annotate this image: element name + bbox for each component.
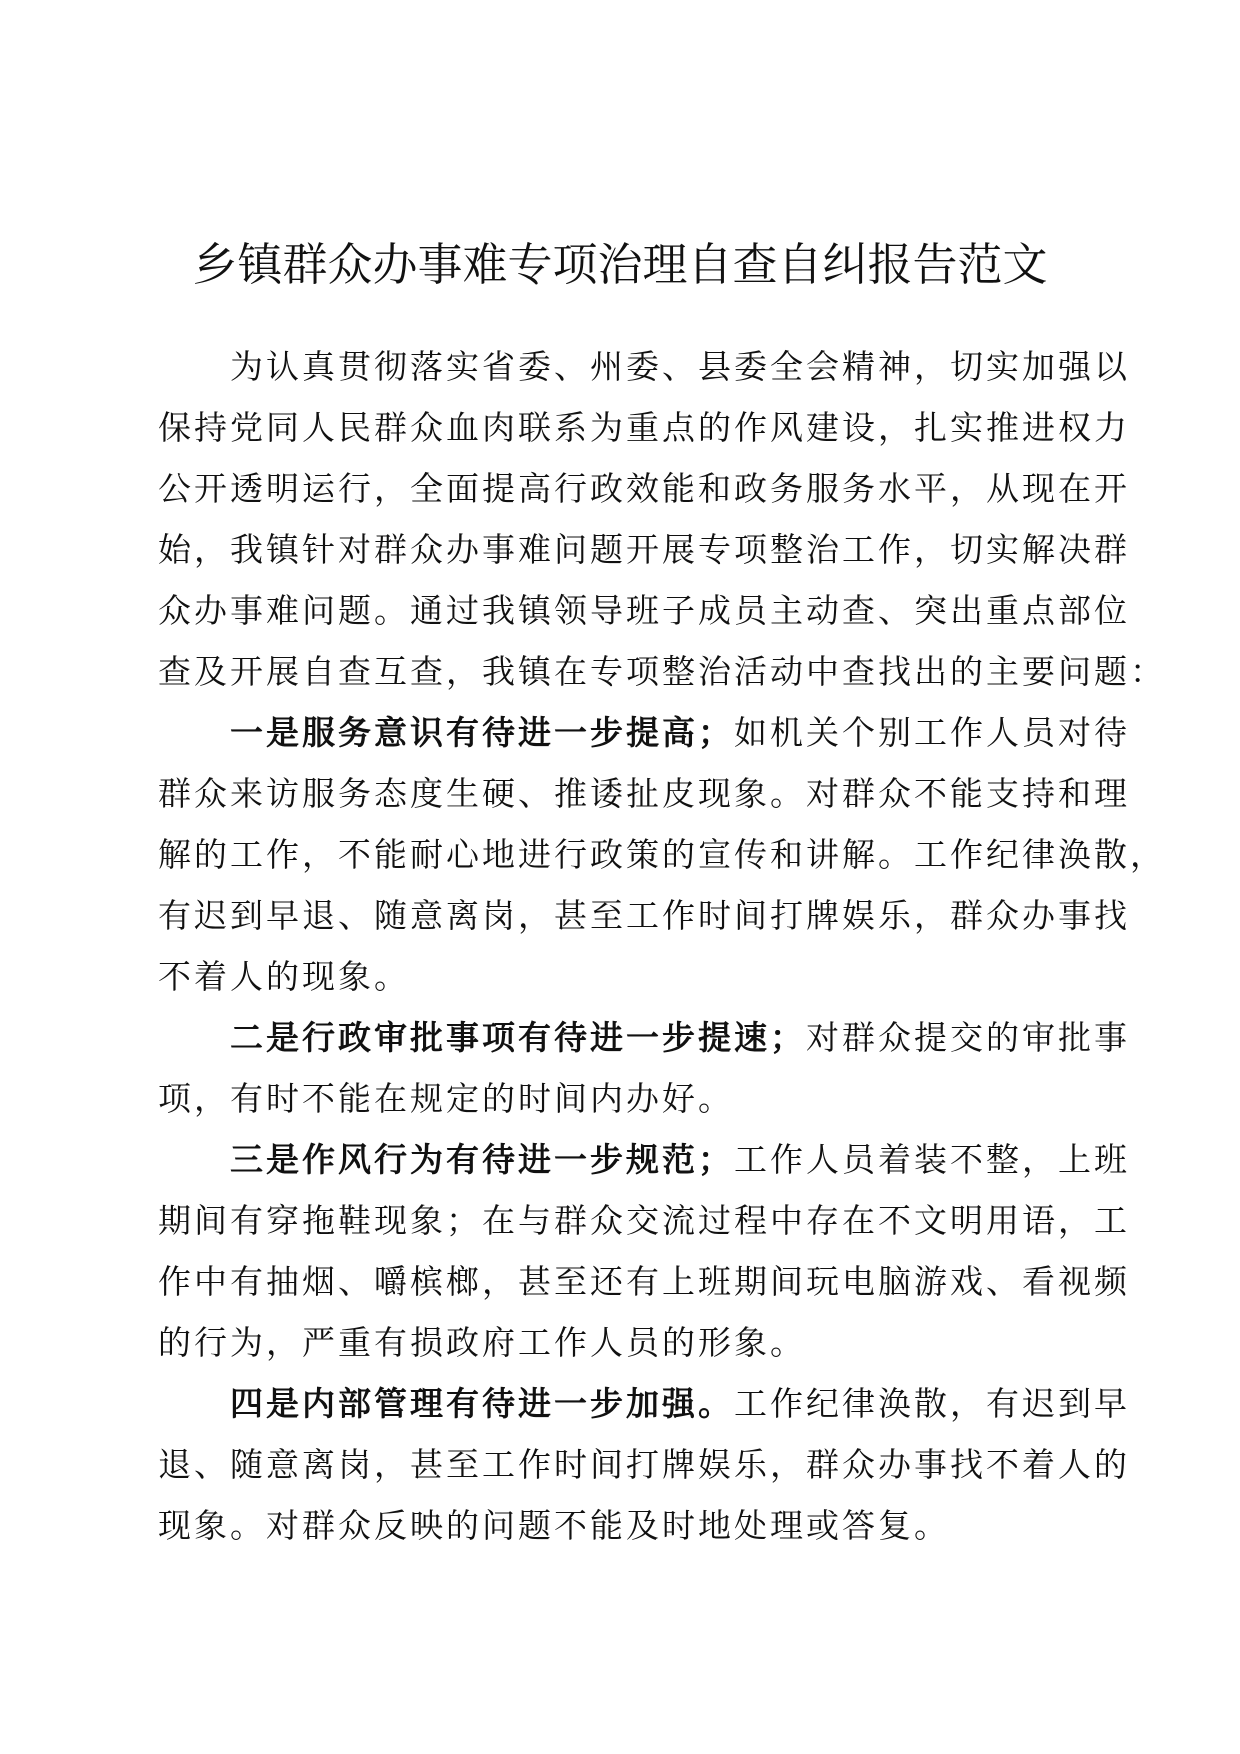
intro-line: 查及开展自查互查，我镇在专项整治活动中查找出的主要问题： [158,652,1166,691]
item-first-line [158,1007,1130,1068]
intro-line: 众办事难问题。通过我镇领导班子成员主动查、突出重点部位 [158,591,1130,630]
intro-paragraph [158,336,1166,702]
item-heading: 三是作风行为有待进一步规范； [230,1140,734,1179]
item-paragraph-3 [158,1129,1130,1373]
intro-line: 为认真贯彻落实省委、州委、县委全会精神，切实加强以 [230,347,1130,386]
item-paragraph-4 [158,1373,1130,1556]
item-line: 不着人的现象。 [158,957,410,996]
item-text: 工作纪律涣散，有迟到早 [734,1384,1130,1423]
intro-line: 保持党同人民群众血肉联系为重点的作风建设，扎实推进权力 [158,408,1130,447]
item-line: 期间有穿拖鞋现象；在与群众交流过程中存在不文明用语，工 [158,1201,1130,1240]
item-line: 作中有抽烟、嚼槟榔，甚至还有上班期间玩电脑游戏、看视频 [158,1262,1130,1301]
item-first-line [158,702,1130,763]
item-line: 群众来访服务态度生硬、推诿扯皮现象。对群众不能支持和理 [158,774,1130,813]
item-paragraph-1 [158,702,1166,1007]
item-text: 对群众提交的审批事 [806,1018,1130,1057]
item-text: 工作人员着装不整，上班 [734,1140,1130,1179]
item-heading: 二是行政审批事项有待进一步提速； [230,1018,806,1057]
item-heading: 四是内部管理有待进一步加强。 [230,1384,734,1423]
item-line: 解的工作，不能耐心地进行政策的宣传和讲解。工作纪律涣散， [158,835,1166,874]
document-body [158,336,1166,1556]
item-text: 如机关个别工作人员对待 [734,713,1130,752]
item-heading: 一是服务意识有待进一步提高； [230,713,734,752]
item-line: 的行为，严重有损政府工作人员的形象。 [158,1323,806,1362]
item-paragraph-2 [158,1007,1130,1129]
intro-line: 公开透明运行，全面提高行政效能和政务服务水平，从现在开 [158,469,1130,508]
item-first-line [158,1129,1130,1190]
item-first-line [158,1373,1130,1434]
item-line: 退、随意离岗，甚至工作时间打牌娱乐，群众办事找不着人的 [158,1445,1130,1484]
item-line: 有迟到早退、随意离岗，甚至工作时间打牌娱乐，群众办事找 [158,896,1130,935]
document-title: 乡镇群众办事难专项治理自查自纠报告范文 [192,238,1048,291]
item-line: 项，有时不能在规定的时间内办好。 [158,1079,734,1118]
intro-line: 始，我镇针对群众办事难问题开展专项整治工作，切实解决群 [158,530,1130,569]
item-line: 现象。对群众反映的问题不能及时地处理或答复。 [158,1506,950,1545]
